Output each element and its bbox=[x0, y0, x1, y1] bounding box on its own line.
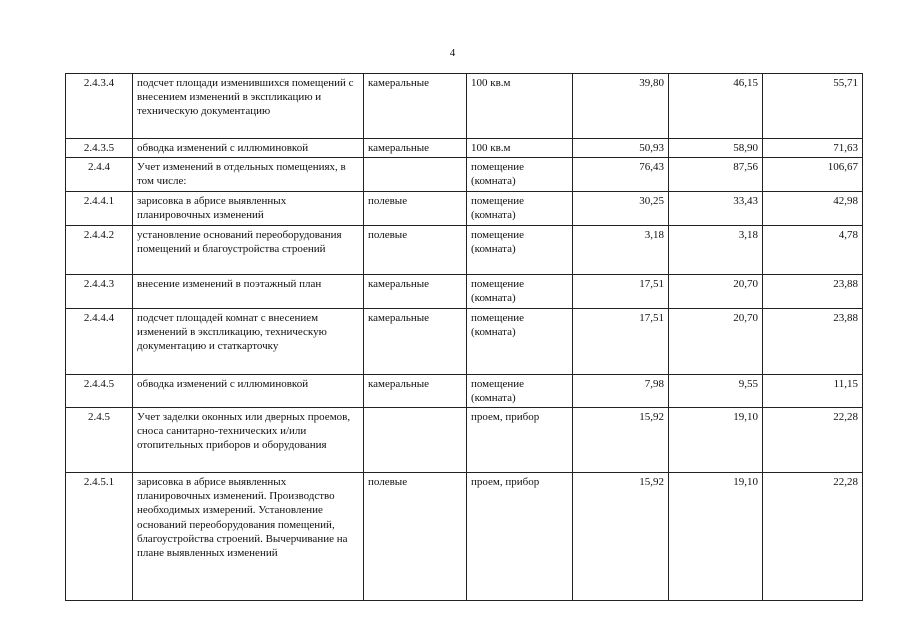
table-row bbox=[66, 473, 863, 601]
row-name: подсчет площади изменившихся помещений с внесением изменений в экспликацию и техническую документацию bbox=[133, 74, 364, 139]
row-value-1: 17,51 bbox=[573, 308, 669, 374]
row-name: зарисовка в абрисе выявленных планировочных изменений bbox=[133, 192, 364, 226]
row-value-1: 76,43 bbox=[573, 158, 669, 192]
row-value-2: 3,18 bbox=[669, 226, 763, 275]
table-row bbox=[66, 192, 863, 226]
row-unit: 100 кв.м bbox=[467, 139, 573, 158]
row-value-3: 22,28 bbox=[763, 408, 863, 473]
row-work-type: камеральные bbox=[364, 139, 467, 158]
row-value-3: 106,67 bbox=[763, 158, 863, 192]
row-code: 2.4.5 bbox=[66, 408, 133, 473]
row-value-1: 3,18 bbox=[573, 226, 669, 275]
row-value-2: 19,10 bbox=[669, 408, 763, 473]
row-value-2: 46,15 bbox=[669, 74, 763, 139]
row-unit: проем, прибор bbox=[467, 473, 573, 601]
row-work-type: полевые bbox=[364, 473, 467, 601]
row-name: зарисовка в абрисе выявленных планировочных изменений. Производство необходимых измерений. Установление оснований переоборудования помещений, благоустройства строений. Вычерчивание на плане выявленных изменений bbox=[133, 473, 364, 601]
row-value-2: 9,55 bbox=[669, 374, 763, 407]
row-code: 2.4.3.4 bbox=[66, 74, 133, 139]
row-unit: 100 кв.м bbox=[467, 74, 573, 139]
row-code: 2.4.4.2 bbox=[66, 226, 133, 275]
table-row bbox=[66, 374, 863, 407]
row-name: Учет изменений в отдельных помещениях, в том числе: bbox=[133, 158, 364, 192]
row-value-3: 4,78 bbox=[763, 226, 863, 275]
row-code: 2.4.4.4 bbox=[66, 308, 133, 374]
row-name: подсчет площадей комнат с внесением изменений в экспликацию, техническую документацию и статкарточку bbox=[133, 308, 364, 374]
table-row bbox=[66, 408, 863, 473]
row-work-type bbox=[364, 158, 467, 192]
row-value-3: 11,15 bbox=[763, 374, 863, 407]
table-row bbox=[66, 226, 863, 275]
table-row bbox=[66, 308, 863, 374]
row-value-1: 7,98 bbox=[573, 374, 669, 407]
row-value-3: 42,98 bbox=[763, 192, 863, 226]
row-value-3: 71,63 bbox=[763, 139, 863, 158]
row-unit: помещение (комната) bbox=[467, 308, 573, 374]
row-value-3: 55,71 bbox=[763, 74, 863, 139]
row-name: установление оснований переоборудования помещений и благоустройства строений bbox=[133, 226, 364, 275]
row-unit: помещение (комната) bbox=[467, 158, 573, 192]
row-code: 2.4.4.5 bbox=[66, 374, 133, 407]
row-name: внесение изменений в поэтажный план bbox=[133, 275, 364, 308]
row-work-type: камеральные bbox=[364, 74, 467, 139]
row-unit: помещение (комната) bbox=[467, 275, 573, 308]
row-value-2: 20,70 bbox=[669, 308, 763, 374]
row-work-type: камеральные bbox=[364, 308, 467, 374]
row-unit: проем, прибор bbox=[467, 408, 573, 473]
table-row bbox=[66, 158, 863, 192]
row-unit: помещение (комната) bbox=[467, 192, 573, 226]
table-row bbox=[66, 139, 863, 158]
row-name: Учет заделки оконных или дверных проемов, сноса санитарно-технических и/или отопительных приборов и оборудования bbox=[133, 408, 364, 473]
table-row bbox=[66, 74, 863, 139]
row-code: 2.4.5.1 bbox=[66, 473, 133, 601]
row-value-1: 15,92 bbox=[573, 408, 669, 473]
row-code: 2.4.4.1 bbox=[66, 192, 133, 226]
row-value-1: 50,93 bbox=[573, 139, 669, 158]
row-value-2: 20,70 bbox=[669, 275, 763, 308]
row-code: 2.4.4.3 bbox=[66, 275, 133, 308]
row-value-1: 15,92 bbox=[573, 473, 669, 601]
row-work-type: камеральные bbox=[364, 275, 467, 308]
row-value-1: 39,80 bbox=[573, 74, 669, 139]
price-table bbox=[65, 73, 863, 601]
row-unit: помещение (комната) bbox=[467, 226, 573, 275]
row-name: обводка изменений с иллюминовкой bbox=[133, 139, 364, 158]
row-value-3: 23,88 bbox=[763, 275, 863, 308]
row-code: 2.4.3.5 bbox=[66, 139, 133, 158]
table-row bbox=[66, 275, 863, 308]
page-number: 4 bbox=[449, 47, 456, 59]
row-work-type: полевые bbox=[364, 226, 467, 275]
row-name: обводка изменений с иллюминовкой bbox=[133, 374, 364, 407]
row-value-1: 17,51 bbox=[573, 275, 669, 308]
row-work-type: полевые bbox=[364, 192, 467, 226]
row-value-3: 23,88 bbox=[763, 308, 863, 374]
row-value-2: 58,90 bbox=[669, 139, 763, 158]
row-value-2: 33,43 bbox=[669, 192, 763, 226]
row-work-type: камеральные bbox=[364, 374, 467, 407]
row-work-type bbox=[364, 408, 467, 473]
row-code: 2.4.4 bbox=[66, 158, 133, 192]
row-value-2: 19,10 bbox=[669, 473, 763, 601]
row-value-3: 22,28 bbox=[763, 473, 863, 601]
row-unit: помещение (комната) bbox=[467, 374, 573, 407]
row-value-2: 87,56 bbox=[669, 158, 763, 192]
row-value-1: 30,25 bbox=[573, 192, 669, 226]
